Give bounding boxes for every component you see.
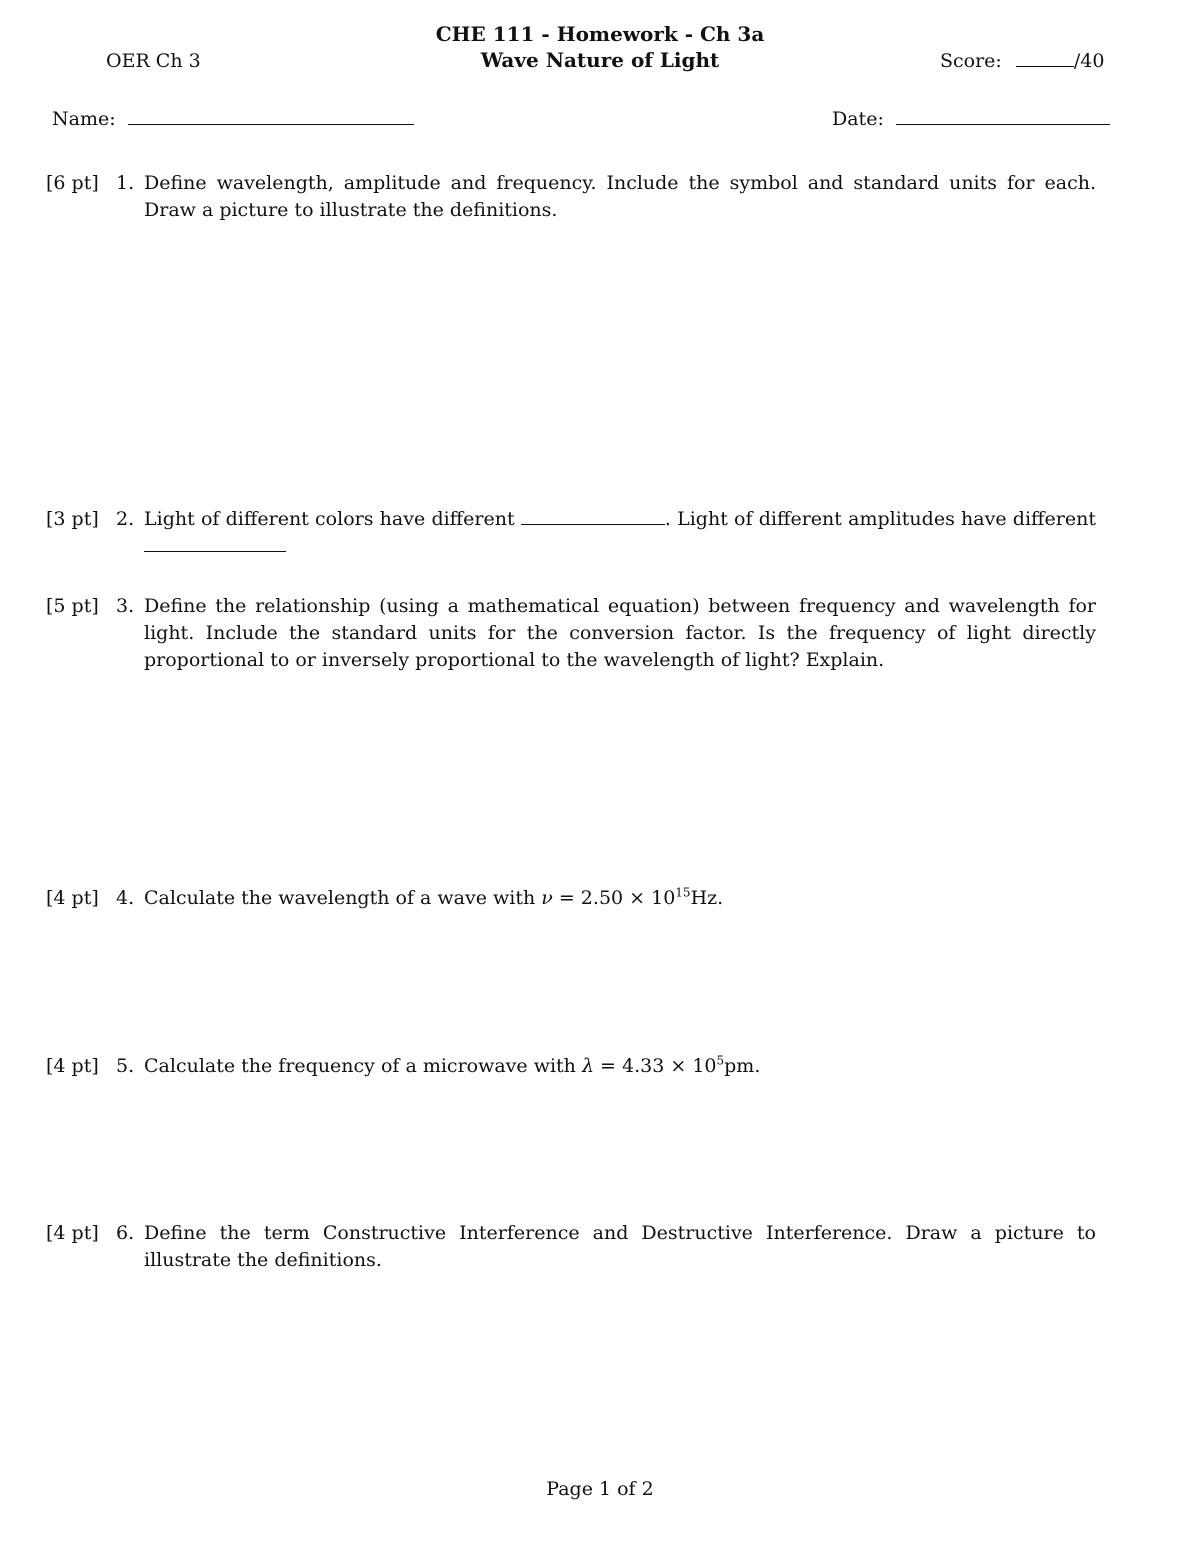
page-number: Page 1 of 2 xyxy=(546,1478,654,1500)
question-number: 2. xyxy=(116,508,135,530)
question-2 xyxy=(46,506,1096,553)
question-points: [4 pt] xyxy=(46,1222,99,1244)
score-blank[interactable] xyxy=(1016,65,1074,67)
question-text xyxy=(144,1053,1096,1080)
name-field xyxy=(52,108,414,130)
name-blank[interactable] xyxy=(128,123,414,125)
question-text: Define the term Constructive Interference and Destructive Interference. Draw a picture to illustrate the definitions. xyxy=(144,1222,1096,1271)
equation-unit: pm. xyxy=(724,1055,761,1077)
question-5 xyxy=(46,1053,1096,1080)
question-points: [4 pt] xyxy=(46,1055,99,1077)
equation-unit: Hz. xyxy=(690,887,724,909)
question-number: 3. xyxy=(116,595,135,617)
date-blank[interactable] xyxy=(896,123,1110,125)
amplitude-property-blank[interactable] xyxy=(144,550,286,552)
equation-exponent: 15 xyxy=(675,885,691,900)
equation-value: = 2.50 × 10 xyxy=(552,887,676,909)
question-text: Define the relationship (using a mathematical equation) between frequency and wavelength for light. Include the standard units for the conversion factor. Is the frequency of light directly proportional to or inversely proportional to the wavelength of light? Explain. xyxy=(144,595,1096,671)
score-label: Score: xyxy=(940,50,1002,72)
date-field xyxy=(832,108,1110,130)
question-points: [6 pt] xyxy=(46,172,99,194)
question-text-part-a: Light of different colors have different xyxy=(144,508,515,530)
name-label: Name: xyxy=(52,108,116,130)
question-number: 4. xyxy=(116,887,135,909)
question-6 xyxy=(46,1220,1096,1274)
assignment-subtitle: Wave Nature of Light xyxy=(480,48,720,72)
question-text-part-a: Calculate the wavelength of a wave with xyxy=(144,887,536,909)
question-points: [3 pt] xyxy=(46,508,99,530)
question-number: 1. xyxy=(116,172,135,194)
question-points: [5 pt] xyxy=(46,595,99,617)
color-property-blank[interactable] xyxy=(521,523,665,525)
question-3 xyxy=(46,593,1096,674)
equation-exponent: 5 xyxy=(716,1053,725,1068)
equation-value: = 4.33 × 10 xyxy=(594,1055,717,1077)
question-text xyxy=(144,885,1096,912)
question-number: 6. xyxy=(116,1222,135,1244)
question-text xyxy=(144,506,1096,533)
frequency-symbol: ν xyxy=(541,887,553,909)
question-text: Define wavelength, amplitude and frequency. Include the symbol and standard units for each. Draw a picture to illustrate the definitions. xyxy=(144,172,1096,221)
question-4 xyxy=(46,885,1096,912)
question-1 xyxy=(46,170,1096,224)
question-number: 5. xyxy=(116,1055,135,1077)
chapter-reference: OER Ch 3 xyxy=(106,50,201,72)
wavelength-symbol: λ xyxy=(581,1055,595,1077)
question-points: [4 pt] xyxy=(46,887,99,909)
date-label: Date: xyxy=(832,108,884,130)
question-text-part-a: Calculate the frequency of a microwave with xyxy=(144,1055,576,1077)
question-text-part-b: . Light of different amplitudes have different xyxy=(664,508,1096,530)
score-total: /40 xyxy=(1073,50,1105,72)
course-title: CHE 111 - Homework - Ch 3a xyxy=(435,22,765,46)
score-field xyxy=(940,50,1104,72)
